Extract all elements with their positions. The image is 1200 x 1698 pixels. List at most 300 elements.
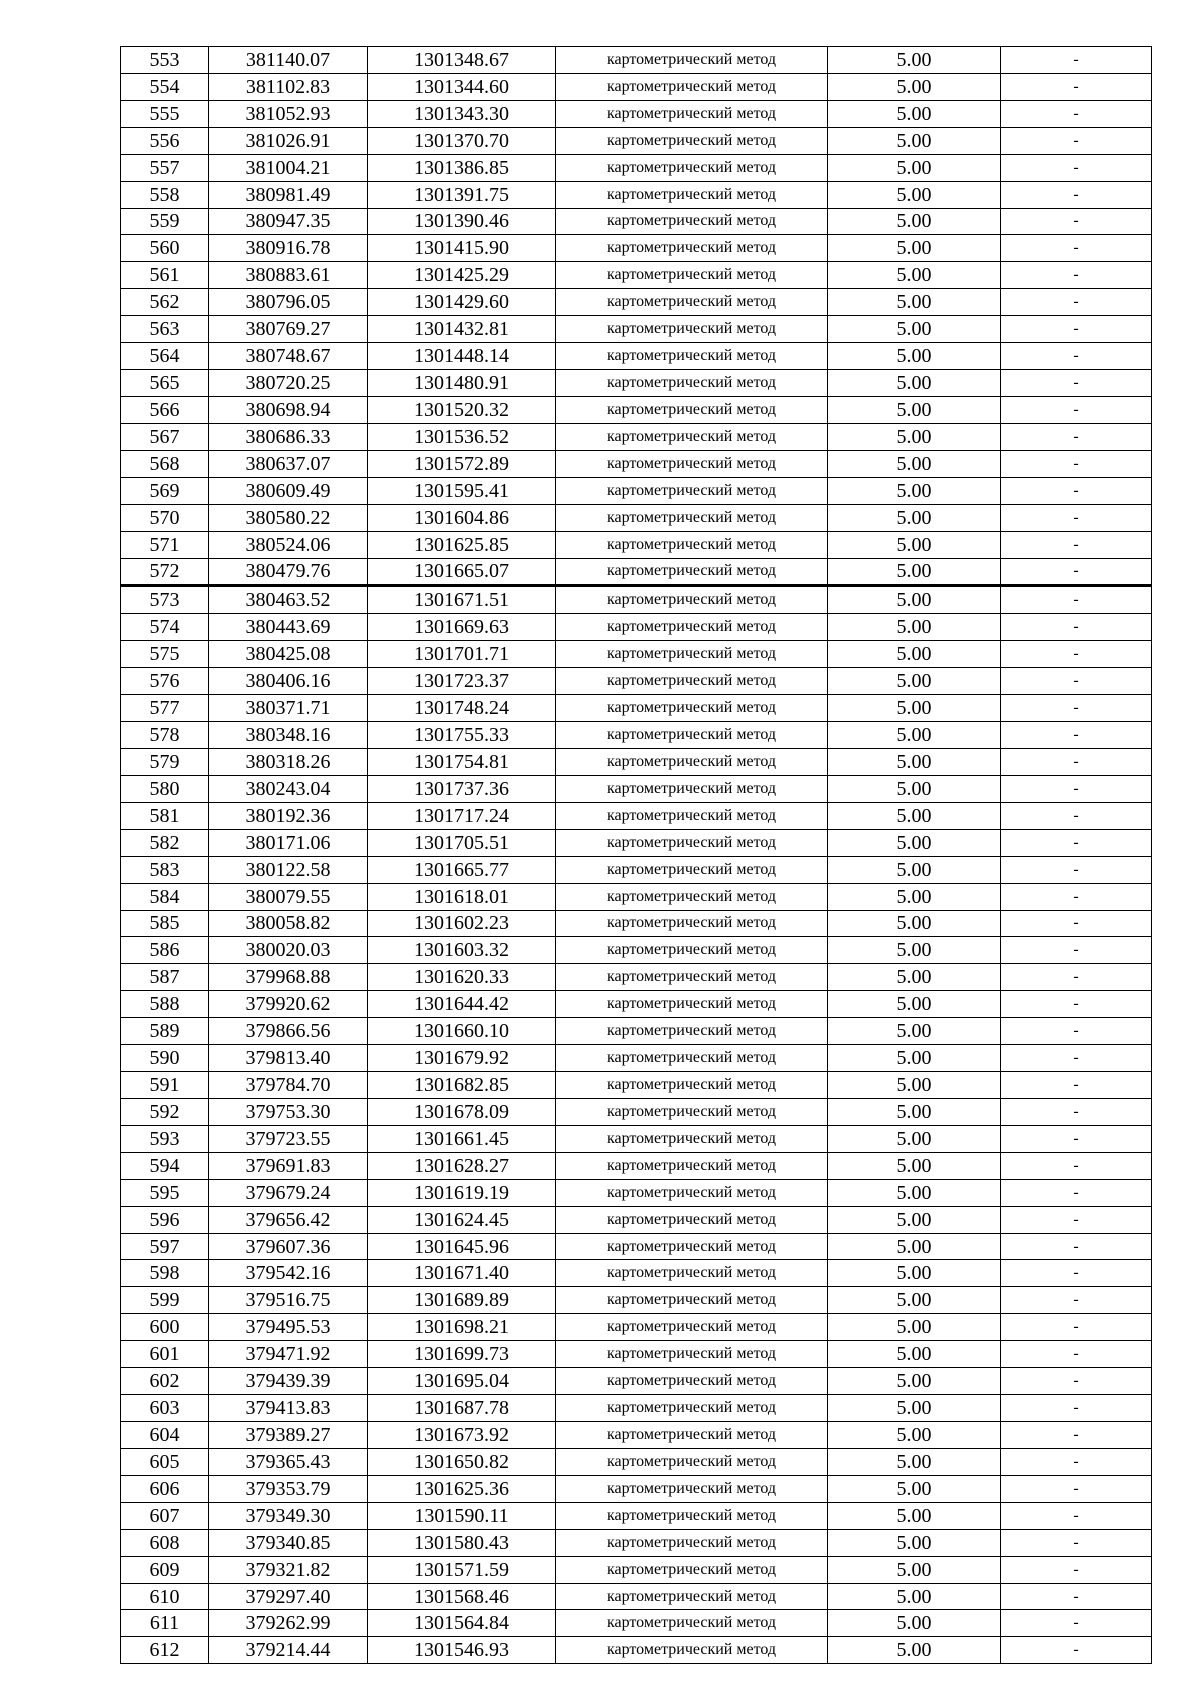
note-cell: - — [1001, 262, 1152, 289]
point-number-cell: 558 — [121, 181, 209, 208]
table-row — [121, 1233, 1152, 1260]
note-cell: - — [1001, 1045, 1152, 1072]
note-cell: - — [1001, 910, 1152, 937]
y-coordinate-cell: 1301604.86 — [368, 504, 556, 531]
method-cell: картометрический метод — [556, 477, 828, 504]
y-coordinate-cell: 1301625.36 — [368, 1475, 556, 1502]
note-cell: - — [1001, 1448, 1152, 1475]
table-row — [121, 1448, 1152, 1475]
point-number-cell: 566 — [121, 396, 209, 423]
x-coordinate-cell: 379920.62 — [209, 991, 368, 1018]
note-cell: - — [1001, 100, 1152, 127]
note-cell: - — [1001, 1583, 1152, 1610]
x-coordinate-cell: 381004.21 — [209, 154, 368, 181]
x-coordinate-cell: 379353.79 — [209, 1475, 368, 1502]
point-number-cell: 591 — [121, 1072, 209, 1099]
note-cell: - — [1001, 1314, 1152, 1341]
note-cell: - — [1001, 856, 1152, 883]
x-coordinate-cell: 380318.26 — [209, 748, 368, 775]
coordinates-table-body — [121, 47, 1152, 1664]
method-cell: картометрический метод — [556, 1610, 828, 1637]
y-coordinate-cell: 1301425.29 — [368, 262, 556, 289]
y-coordinate-cell: 1301572.89 — [368, 450, 556, 477]
method-cell: картометрический метод — [556, 883, 828, 910]
x-coordinate-cell: 379262.99 — [209, 1610, 368, 1637]
y-coordinate-cell: 1301669.63 — [368, 614, 556, 641]
note-cell: - — [1001, 1018, 1152, 1045]
x-coordinate-cell: 380947.35 — [209, 208, 368, 235]
y-coordinate-cell: 1301603.32 — [368, 937, 556, 964]
point-number-cell: 599 — [121, 1287, 209, 1314]
y-coordinate-cell: 1301619.19 — [368, 1179, 556, 1206]
x-coordinate-cell: 380720.25 — [209, 370, 368, 397]
accuracy-cell: 5.00 — [828, 1287, 1001, 1314]
point-number-cell: 577 — [121, 695, 209, 722]
table-row — [121, 829, 1152, 856]
point-number-cell: 602 — [121, 1368, 209, 1395]
method-cell: картометрический метод — [556, 1502, 828, 1529]
table-row — [121, 695, 1152, 722]
accuracy-cell: 5.00 — [828, 1260, 1001, 1287]
accuracy-cell: 5.00 — [828, 1556, 1001, 1583]
y-coordinate-cell: 1301625.85 — [368, 531, 556, 558]
accuracy-cell: 5.00 — [828, 1018, 1001, 1045]
accuracy-cell: 5.00 — [828, 641, 1001, 668]
x-coordinate-cell: 379365.43 — [209, 1448, 368, 1475]
accuracy-cell: 5.00 — [828, 586, 1001, 614]
note-cell: - — [1001, 937, 1152, 964]
point-number-cell: 589 — [121, 1018, 209, 1045]
accuracy-cell: 5.00 — [828, 181, 1001, 208]
accuracy-cell: 5.00 — [828, 1610, 1001, 1637]
x-coordinate-cell: 381140.07 — [209, 47, 368, 74]
x-coordinate-cell: 379297.40 — [209, 1583, 368, 1610]
table-row — [121, 1206, 1152, 1233]
note-cell: - — [1001, 1233, 1152, 1260]
point-number-cell: 582 — [121, 829, 209, 856]
table-row — [121, 316, 1152, 343]
table-row — [121, 73, 1152, 100]
accuracy-cell: 5.00 — [828, 316, 1001, 343]
note-cell: - — [1001, 722, 1152, 749]
y-coordinate-cell: 1301644.42 — [368, 991, 556, 1018]
method-cell: картометрический метод — [556, 1341, 828, 1368]
y-coordinate-cell: 1301344.60 — [368, 73, 556, 100]
table-row — [121, 1152, 1152, 1179]
y-coordinate-cell: 1301701.71 — [368, 641, 556, 668]
y-coordinate-cell: 1301650.82 — [368, 1448, 556, 1475]
method-cell: картометрический метод — [556, 641, 828, 668]
note-cell: - — [1001, 531, 1152, 558]
accuracy-cell: 5.00 — [828, 208, 1001, 235]
accuracy-cell: 5.00 — [828, 1502, 1001, 1529]
table-row — [121, 1637, 1152, 1664]
x-coordinate-cell: 379691.83 — [209, 1152, 368, 1179]
method-cell: картометрический метод — [556, 1179, 828, 1206]
method-cell: картометрический метод — [556, 235, 828, 262]
y-coordinate-cell: 1301687.78 — [368, 1395, 556, 1422]
x-coordinate-cell: 380686.33 — [209, 423, 368, 450]
note-cell: - — [1001, 1179, 1152, 1206]
point-number-cell: 572 — [121, 558, 209, 586]
accuracy-cell: 5.00 — [828, 370, 1001, 397]
accuracy-cell: 5.00 — [828, 1637, 1001, 1664]
method-cell: картометрический метод — [556, 370, 828, 397]
method-cell: картометрический метод — [556, 127, 828, 154]
note-cell: - — [1001, 181, 1152, 208]
table-row — [121, 937, 1152, 964]
point-number-cell: 564 — [121, 343, 209, 370]
y-coordinate-cell: 1301480.91 — [368, 370, 556, 397]
note-cell: - — [1001, 73, 1152, 100]
x-coordinate-cell: 380406.16 — [209, 668, 368, 695]
method-cell: картометрический метод — [556, 47, 828, 74]
y-coordinate-cell: 1301671.40 — [368, 1260, 556, 1287]
point-number-cell: 597 — [121, 1233, 209, 1260]
table-row — [121, 208, 1152, 235]
x-coordinate-cell: 379813.40 — [209, 1045, 368, 1072]
note-cell: - — [1001, 614, 1152, 641]
point-number-cell: 575 — [121, 641, 209, 668]
point-number-cell: 581 — [121, 802, 209, 829]
y-coordinate-cell: 1301620.33 — [368, 964, 556, 991]
point-number-cell: 600 — [121, 1314, 209, 1341]
accuracy-cell: 5.00 — [828, 802, 1001, 829]
note-cell: - — [1001, 1637, 1152, 1664]
accuracy-cell: 5.00 — [828, 1098, 1001, 1125]
point-number-cell: 607 — [121, 1502, 209, 1529]
x-coordinate-cell: 380748.67 — [209, 343, 368, 370]
accuracy-cell: 5.00 — [828, 1583, 1001, 1610]
accuracy-cell: 5.00 — [828, 1233, 1001, 1260]
table-row — [121, 1287, 1152, 1314]
accuracy-cell: 5.00 — [828, 775, 1001, 802]
point-number-cell: 573 — [121, 586, 209, 614]
point-number-cell: 557 — [121, 154, 209, 181]
table-row — [121, 1045, 1152, 1072]
method-cell: картометрический метод — [556, 695, 828, 722]
x-coordinate-cell: 379753.30 — [209, 1098, 368, 1125]
method-cell: картометрический метод — [556, 396, 828, 423]
table-row — [121, 343, 1152, 370]
table-row — [121, 586, 1152, 614]
x-coordinate-cell: 379542.16 — [209, 1260, 368, 1287]
x-coordinate-cell: 380916.78 — [209, 235, 368, 262]
method-cell: картометрический метод — [556, 1314, 828, 1341]
table-row — [121, 370, 1152, 397]
table-row — [121, 1179, 1152, 1206]
coordinates-table — [120, 46, 1152, 1664]
method-cell: картометрический метод — [556, 73, 828, 100]
note-cell: - — [1001, 396, 1152, 423]
note-cell: - — [1001, 1529, 1152, 1556]
x-coordinate-cell: 379495.53 — [209, 1314, 368, 1341]
note-cell: - — [1001, 1098, 1152, 1125]
method-cell: картометрический метод — [556, 316, 828, 343]
point-number-cell: 612 — [121, 1637, 209, 1664]
accuracy-cell: 5.00 — [828, 1395, 1001, 1422]
method-cell: картометрический метод — [556, 289, 828, 316]
y-coordinate-cell: 1301679.92 — [368, 1045, 556, 1072]
x-coordinate-cell: 379784.70 — [209, 1072, 368, 1099]
method-cell: картометрический метод — [556, 1475, 828, 1502]
y-coordinate-cell: 1301429.60 — [368, 289, 556, 316]
y-coordinate-cell: 1301660.10 — [368, 1018, 556, 1045]
point-number-cell: 567 — [121, 423, 209, 450]
y-coordinate-cell: 1301698.21 — [368, 1314, 556, 1341]
note-cell: - — [1001, 668, 1152, 695]
accuracy-cell: 5.00 — [828, 127, 1001, 154]
accuracy-cell: 5.00 — [828, 937, 1001, 964]
accuracy-cell: 5.00 — [828, 991, 1001, 1018]
y-coordinate-cell: 1301448.14 — [368, 343, 556, 370]
x-coordinate-cell: 379349.30 — [209, 1502, 368, 1529]
table-row — [121, 262, 1152, 289]
point-number-cell: 590 — [121, 1045, 209, 1072]
note-cell: - — [1001, 154, 1152, 181]
accuracy-cell: 5.00 — [828, 1179, 1001, 1206]
table-row — [121, 1341, 1152, 1368]
point-number-cell: 556 — [121, 127, 209, 154]
y-coordinate-cell: 1301695.04 — [368, 1368, 556, 1395]
table-row — [121, 531, 1152, 558]
x-coordinate-cell: 380769.27 — [209, 316, 368, 343]
y-coordinate-cell: 1301536.52 — [368, 423, 556, 450]
accuracy-cell: 5.00 — [828, 100, 1001, 127]
accuracy-cell: 5.00 — [828, 504, 1001, 531]
table-row — [121, 1583, 1152, 1610]
note-cell: - — [1001, 1556, 1152, 1583]
y-coordinate-cell: 1301645.96 — [368, 1233, 556, 1260]
table-row — [121, 181, 1152, 208]
x-coordinate-cell: 380371.71 — [209, 695, 368, 722]
x-coordinate-cell: 381102.83 — [209, 73, 368, 100]
method-cell: картометрический метод — [556, 1556, 828, 1583]
method-cell: картометрический метод — [556, 100, 828, 127]
x-coordinate-cell: 380883.61 — [209, 262, 368, 289]
note-cell: - — [1001, 991, 1152, 1018]
accuracy-cell: 5.00 — [828, 477, 1001, 504]
accuracy-cell: 5.00 — [828, 1448, 1001, 1475]
x-coordinate-cell: 379439.39 — [209, 1368, 368, 1395]
note-cell: - — [1001, 1260, 1152, 1287]
x-coordinate-cell: 380192.36 — [209, 802, 368, 829]
note-cell: - — [1001, 370, 1152, 397]
x-coordinate-cell: 380524.06 — [209, 531, 368, 558]
x-coordinate-cell: 379340.85 — [209, 1529, 368, 1556]
point-number-cell: 555 — [121, 100, 209, 127]
table-row — [121, 1368, 1152, 1395]
x-coordinate-cell: 379656.42 — [209, 1206, 368, 1233]
accuracy-cell: 5.00 — [828, 695, 1001, 722]
x-coordinate-cell: 379389.27 — [209, 1422, 368, 1449]
y-coordinate-cell: 1301386.85 — [368, 154, 556, 181]
method-cell: картометрический метод — [556, 964, 828, 991]
method-cell: картометрический метод — [556, 1045, 828, 1072]
y-coordinate-cell: 1301571.59 — [368, 1556, 556, 1583]
point-number-cell: 571 — [121, 531, 209, 558]
point-number-cell: 611 — [121, 1610, 209, 1637]
note-cell: - — [1001, 477, 1152, 504]
point-number-cell: 559 — [121, 208, 209, 235]
note-cell: - — [1001, 504, 1152, 531]
point-number-cell: 587 — [121, 964, 209, 991]
table-row — [121, 154, 1152, 181]
y-coordinate-cell: 1301671.51 — [368, 586, 556, 614]
y-coordinate-cell: 1301568.46 — [368, 1583, 556, 1610]
note-cell: - — [1001, 586, 1152, 614]
y-coordinate-cell: 1301723.37 — [368, 668, 556, 695]
method-cell: картометрический метод — [556, 668, 828, 695]
point-number-cell: 593 — [121, 1125, 209, 1152]
table-row — [121, 1395, 1152, 1422]
y-coordinate-cell: 1301717.24 — [368, 802, 556, 829]
point-number-cell: 578 — [121, 722, 209, 749]
note-cell: - — [1001, 964, 1152, 991]
note-cell: - — [1001, 127, 1152, 154]
y-coordinate-cell: 1301628.27 — [368, 1152, 556, 1179]
method-cell: картометрический метод — [556, 829, 828, 856]
y-coordinate-cell: 1301624.45 — [368, 1206, 556, 1233]
table-row — [121, 477, 1152, 504]
accuracy-cell: 5.00 — [828, 73, 1001, 100]
point-number-cell: 561 — [121, 262, 209, 289]
point-number-cell: 609 — [121, 1556, 209, 1583]
note-cell: - — [1001, 1475, 1152, 1502]
method-cell: картометрический метод — [556, 558, 828, 586]
table-row — [121, 289, 1152, 316]
table-row — [121, 991, 1152, 1018]
method-cell: картометрический метод — [556, 1583, 828, 1610]
method-cell: картометрический метод — [556, 1072, 828, 1099]
note-cell: - — [1001, 316, 1152, 343]
method-cell: картометрический метод — [556, 937, 828, 964]
y-coordinate-cell: 1301682.85 — [368, 1072, 556, 1099]
y-coordinate-cell: 1301348.67 — [368, 47, 556, 74]
table-row — [121, 450, 1152, 477]
y-coordinate-cell: 1301665.07 — [368, 558, 556, 586]
table-row — [121, 1098, 1152, 1125]
method-cell: картометрический метод — [556, 1125, 828, 1152]
x-coordinate-cell: 380637.07 — [209, 450, 368, 477]
accuracy-cell: 5.00 — [828, 343, 1001, 370]
accuracy-cell: 5.00 — [828, 964, 1001, 991]
x-coordinate-cell: 379968.88 — [209, 964, 368, 991]
accuracy-cell: 5.00 — [828, 289, 1001, 316]
note-cell: - — [1001, 343, 1152, 370]
x-coordinate-cell: 379866.56 — [209, 1018, 368, 1045]
method-cell: картометрический метод — [556, 775, 828, 802]
table-row — [121, 127, 1152, 154]
table-row — [121, 504, 1152, 531]
accuracy-cell: 5.00 — [828, 1341, 1001, 1368]
accuracy-cell: 5.00 — [828, 829, 1001, 856]
table-row — [121, 964, 1152, 991]
y-coordinate-cell: 1301618.01 — [368, 883, 556, 910]
point-number-cell: 592 — [121, 1098, 209, 1125]
point-number-cell: 608 — [121, 1529, 209, 1556]
table-row — [121, 1260, 1152, 1287]
x-coordinate-cell: 380020.03 — [209, 937, 368, 964]
point-number-cell: 603 — [121, 1395, 209, 1422]
point-number-cell: 554 — [121, 73, 209, 100]
point-number-cell: 562 — [121, 289, 209, 316]
method-cell: картометрический метод — [556, 586, 828, 614]
accuracy-cell: 5.00 — [828, 1314, 1001, 1341]
table-row — [121, 1529, 1152, 1556]
point-number-cell: 586 — [121, 937, 209, 964]
method-cell: картометрический метод — [556, 1233, 828, 1260]
table-row — [121, 1475, 1152, 1502]
y-coordinate-cell: 1301755.33 — [368, 722, 556, 749]
table-row — [121, 423, 1152, 450]
x-coordinate-cell: 380058.82 — [209, 910, 368, 937]
note-cell: - — [1001, 47, 1152, 74]
method-cell: картометрический метод — [556, 802, 828, 829]
x-coordinate-cell: 380463.52 — [209, 586, 368, 614]
method-cell: картометрический метод — [556, 181, 828, 208]
point-number-cell: 580 — [121, 775, 209, 802]
method-cell: картометрический метод — [556, 991, 828, 1018]
method-cell: картометрический метод — [556, 154, 828, 181]
y-coordinate-cell: 1301520.32 — [368, 396, 556, 423]
note-cell: - — [1001, 1502, 1152, 1529]
table-row — [121, 1314, 1152, 1341]
table-row — [121, 558, 1152, 586]
x-coordinate-cell: 381026.91 — [209, 127, 368, 154]
y-coordinate-cell: 1301699.73 — [368, 1341, 556, 1368]
y-coordinate-cell: 1301678.09 — [368, 1098, 556, 1125]
x-coordinate-cell: 380609.49 — [209, 477, 368, 504]
method-cell: картометрический метод — [556, 423, 828, 450]
method-cell: картометрический метод — [556, 343, 828, 370]
method-cell: картометрический метод — [556, 1395, 828, 1422]
table-row — [121, 1072, 1152, 1099]
x-coordinate-cell: 379214.44 — [209, 1637, 368, 1664]
note-cell: - — [1001, 1395, 1152, 1422]
table-row — [121, 235, 1152, 262]
x-coordinate-cell: 379321.82 — [209, 1556, 368, 1583]
accuracy-cell: 5.00 — [828, 1475, 1001, 1502]
table-row — [121, 1125, 1152, 1152]
y-coordinate-cell: 1301546.93 — [368, 1637, 556, 1664]
x-coordinate-cell: 379413.83 — [209, 1395, 368, 1422]
y-coordinate-cell: 1301343.30 — [368, 100, 556, 127]
point-number-cell: 598 — [121, 1260, 209, 1287]
method-cell: картометрический метод — [556, 856, 828, 883]
table-row — [121, 775, 1152, 802]
y-coordinate-cell: 1301661.45 — [368, 1125, 556, 1152]
accuracy-cell: 5.00 — [828, 235, 1001, 262]
accuracy-cell: 5.00 — [828, 1072, 1001, 1099]
table-row — [121, 641, 1152, 668]
method-cell: картометрический метод — [556, 614, 828, 641]
y-coordinate-cell: 1301390.46 — [368, 208, 556, 235]
note-cell: - — [1001, 423, 1152, 450]
table-row — [121, 100, 1152, 127]
x-coordinate-cell: 380443.69 — [209, 614, 368, 641]
table-row — [121, 748, 1152, 775]
x-coordinate-cell: 380698.94 — [209, 396, 368, 423]
point-number-cell: 574 — [121, 614, 209, 641]
y-coordinate-cell: 1301564.84 — [368, 1610, 556, 1637]
y-coordinate-cell: 1301580.43 — [368, 1529, 556, 1556]
table-row — [121, 883, 1152, 910]
accuracy-cell: 5.00 — [828, 722, 1001, 749]
note-cell: - — [1001, 695, 1152, 722]
y-coordinate-cell: 1301673.92 — [368, 1422, 556, 1449]
note-cell: - — [1001, 558, 1152, 586]
